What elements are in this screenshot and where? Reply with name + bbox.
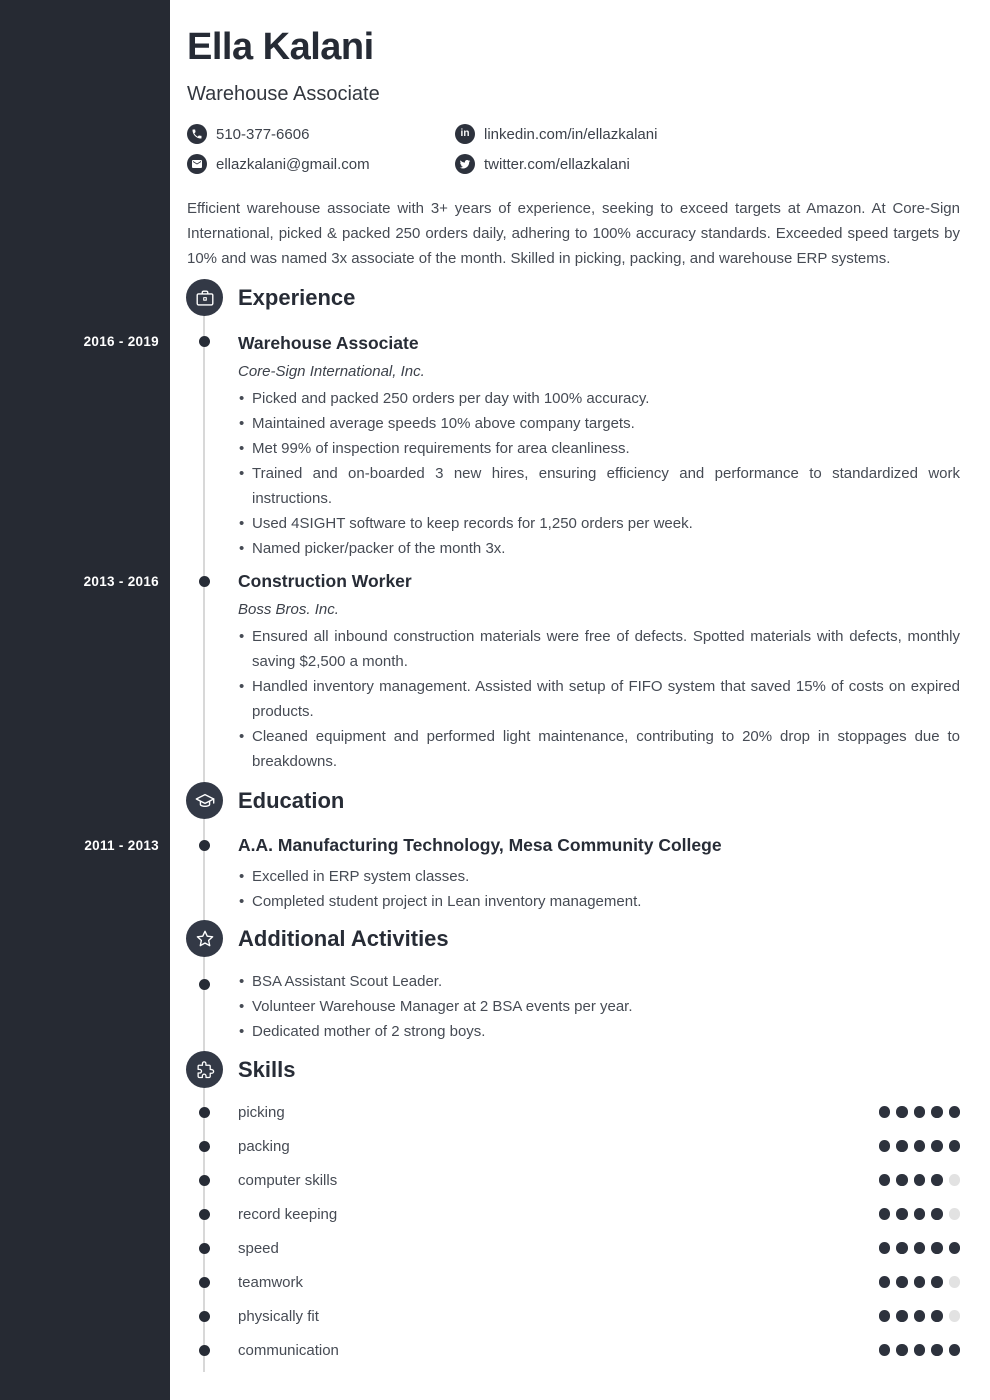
- education-entry-dates: 2011 - 2013: [84, 838, 159, 853]
- skill-rating: [879, 1242, 961, 1254]
- skill-level-dot: [949, 1344, 961, 1356]
- skill-level-dot: [896, 1276, 908, 1288]
- skill-level-dot: [914, 1140, 926, 1152]
- contact-email-text: ellazkalani@gmail.com: [216, 155, 370, 173]
- entry-bullet-list: [238, 386, 960, 561]
- section-title-skills: Skills: [238, 1057, 296, 1082]
- experience-entry-dates: 2013 - 2016: [83, 574, 159, 589]
- skill-name: computer skills: [238, 1171, 338, 1189]
- entry-bullet: • Handled inventory management. Assisted with setup of FIFO system that saved 15% of costs on expired products.: [238, 674, 960, 724]
- skill-level-dot: [914, 1208, 926, 1220]
- skill-level-dot: [896, 1174, 908, 1186]
- summary-paragraph: Efficient warehouse associate with 3+ years of experience, seeking to exceed targets at Amazon. At Core-Sign International, picked & packed 250 orders daily, adhering to 100% accuracy standards. Exceeded speed targets by 10% and was named 3x associate of the month. Skilled in picking, packing, and warehouse ERP systems.: [187, 200, 960, 267]
- contact-phone-text: 510-377-6606: [216, 125, 310, 143]
- skill-row: [238, 1299, 960, 1333]
- contact-linkedin-text: linkedin.com/in/ellazkalani: [484, 125, 658, 143]
- contact-linkedin[interactable]: [455, 119, 807, 149]
- entry-bullet: • Ensured all inbound construction materials were free of defects. Spotted materials with defects, monthly saving $2,500 a month.: [238, 624, 960, 674]
- timeline-dot: [199, 1311, 210, 1322]
- timeline-dot: [199, 576, 210, 587]
- education-entry: [238, 835, 960, 914]
- skill-name: record keeping: [238, 1205, 338, 1223]
- skill-row: [238, 1265, 960, 1299]
- skill-row: [238, 1231, 960, 1265]
- skill-row: [238, 1129, 960, 1163]
- entry-bullet: • Dedicated mother of 2 strong boys.: [238, 1019, 960, 1044]
- skills-list: [238, 1095, 960, 1367]
- email-icon: [187, 154, 207, 174]
- skill-level-dot: [879, 1208, 891, 1220]
- timeline-dot: [199, 1141, 210, 1152]
- skill-level-dot: [931, 1344, 943, 1356]
- skill-level-dot: [949, 1106, 961, 1118]
- person-name: Ella Kalani: [187, 26, 374, 68]
- skill-rating: [879, 1310, 961, 1322]
- experience-entry: [238, 333, 960, 561]
- skill-row: [238, 1333, 960, 1367]
- entry-role: Warehouse Associate: [238, 333, 419, 353]
- skill-level-dot: [931, 1140, 943, 1152]
- skill-rating: [879, 1208, 961, 1220]
- entry-bullet: • Used 4SIGHT software to keep records for 1,250 orders per week.: [238, 511, 960, 536]
- section-title-education: Education: [238, 788, 345, 813]
- timeline-dot: [199, 979, 210, 990]
- skill-level-dot: [879, 1276, 891, 1288]
- skill-row: [238, 1163, 960, 1197]
- skill-name: teamwork: [238, 1273, 304, 1291]
- twitter-icon: [455, 154, 475, 174]
- section-header-skills: [186, 1051, 295, 1088]
- section-header-experience: [186, 279, 355, 316]
- graduation-cap-icon: [186, 782, 223, 819]
- entry-bullet-list: [238, 864, 960, 914]
- puzzle-icon: [186, 1051, 223, 1088]
- entry-bullet-list: [238, 624, 960, 774]
- skill-rating: [879, 1106, 961, 1118]
- skill-level-dot: [896, 1106, 908, 1118]
- skill-row: [238, 1095, 960, 1129]
- contact-list: [187, 119, 807, 179]
- skill-level-dot: [896, 1310, 908, 1322]
- skill-level-dot: [879, 1140, 891, 1152]
- skill-level-dot: [914, 1106, 926, 1118]
- entry-company: Boss Bros. Inc.: [238, 601, 339, 618]
- skill-name: packing: [238, 1137, 290, 1155]
- section-header-education: [186, 782, 344, 819]
- briefcase-icon: [186, 279, 223, 316]
- skill-level-dot: [879, 1106, 891, 1118]
- activities-entry: [238, 969, 960, 1044]
- skill-row: [238, 1197, 960, 1231]
- entry-bullet: • Picked and packed 250 orders per day with 100% accuracy.: [238, 386, 960, 411]
- timeline-dot: [199, 1107, 210, 1118]
- entry-company: Core-Sign International, Inc.: [238, 363, 425, 380]
- entry-bullet: • Maintained average speeds 10% above company targets.: [238, 411, 960, 436]
- section-title-activities: Additional Activities: [238, 926, 449, 951]
- experience-entry: [238, 571, 960, 774]
- entry-bullet: • Excelled in ERP system classes.: [238, 864, 960, 889]
- experience-entry-dates: 2016 - 2019: [83, 334, 159, 349]
- entry-bullet: • BSA Assistant Scout Leader.: [238, 969, 960, 994]
- sidebar: [0, 0, 170, 1400]
- timeline-dot: [199, 1209, 210, 1220]
- skill-name: communication: [238, 1341, 339, 1359]
- star-icon: [186, 920, 223, 957]
- skill-level-dot: [896, 1140, 908, 1152]
- timeline-dot: [199, 1345, 210, 1356]
- skill-name: picking: [238, 1103, 285, 1121]
- skill-level-dot: [931, 1106, 943, 1118]
- skill-rating: [879, 1344, 961, 1356]
- contact-twitter-text: twitter.com/ellazkalani: [484, 155, 630, 173]
- skill-rating: [879, 1276, 961, 1288]
- linkedin-icon: in: [455, 124, 475, 144]
- timeline-dot: [199, 1243, 210, 1254]
- skill-level-dot: [896, 1242, 908, 1254]
- skill-level-dot: [896, 1344, 908, 1356]
- section-header-activities: [186, 920, 449, 957]
- skill-level-dot: [931, 1276, 943, 1288]
- skill-level-dot: [896, 1208, 908, 1220]
- entry-bullet-list: [238, 969, 960, 1044]
- timeline-dot: [199, 1277, 210, 1288]
- section-title-experience: Experience: [238, 285, 356, 310]
- skill-level-dot: [949, 1310, 961, 1322]
- entry-bullet: • Volunteer Warehouse Manager at 2 BSA events per year.: [238, 994, 960, 1019]
- skill-level-dot: [931, 1174, 943, 1186]
- skill-rating: [879, 1140, 961, 1152]
- entry-bullet: • Named picker/packer of the month 3x.: [238, 536, 960, 561]
- skill-level-dot: [949, 1242, 961, 1254]
- person-job-title: Warehouse Associate: [187, 83, 380, 105]
- entry-bullet: • Met 99% of inspection requirements for area cleanliness.: [238, 436, 960, 461]
- skill-level-dot: [931, 1208, 943, 1220]
- skill-level-dot: [914, 1310, 926, 1322]
- entry-bullet: • Trained and on-boarded 3 new hires, ensuring efficiency and performance to standardized work instructions.: [238, 461, 960, 511]
- skill-level-dot: [914, 1242, 926, 1254]
- skill-level-dot: [879, 1310, 891, 1322]
- skill-level-dot: [949, 1276, 961, 1288]
- skill-level-dot: [914, 1174, 926, 1186]
- timeline-dot: [199, 336, 210, 347]
- entry-bullet: • Completed student project in Lean inventory management.: [238, 889, 960, 914]
- phone-icon: [187, 124, 207, 144]
- contact-phone[interactable]: [187, 119, 455, 149]
- timeline-dot: [199, 1175, 210, 1186]
- skill-rating: [879, 1174, 961, 1186]
- skill-level-dot: [879, 1344, 891, 1356]
- skill-level-dot: [949, 1174, 961, 1186]
- entry-degree: A.A. Manufacturing Technology, Mesa Community College: [238, 835, 722, 855]
- entry-role: Construction Worker: [238, 571, 412, 591]
- skill-level-dot: [879, 1174, 891, 1186]
- skill-level-dot: [931, 1242, 943, 1254]
- skill-level-dot: [914, 1276, 926, 1288]
- skill-level-dot: [949, 1140, 961, 1152]
- timeline-dot: [199, 840, 210, 851]
- skill-name: speed: [238, 1239, 279, 1257]
- contact-twitter[interactable]: [455, 149, 807, 179]
- skill-level-dot: [949, 1208, 961, 1220]
- contact-email[interactable]: [187, 149, 455, 179]
- skill-level-dot: [931, 1310, 943, 1322]
- entry-bullet: • Cleaned equipment and performed light maintenance, contributing to 20% drop in stoppages due to breakdowns.: [238, 724, 960, 774]
- skill-name: physically fit: [238, 1307, 319, 1325]
- skill-level-dot: [879, 1242, 891, 1254]
- skill-level-dot: [914, 1344, 926, 1356]
